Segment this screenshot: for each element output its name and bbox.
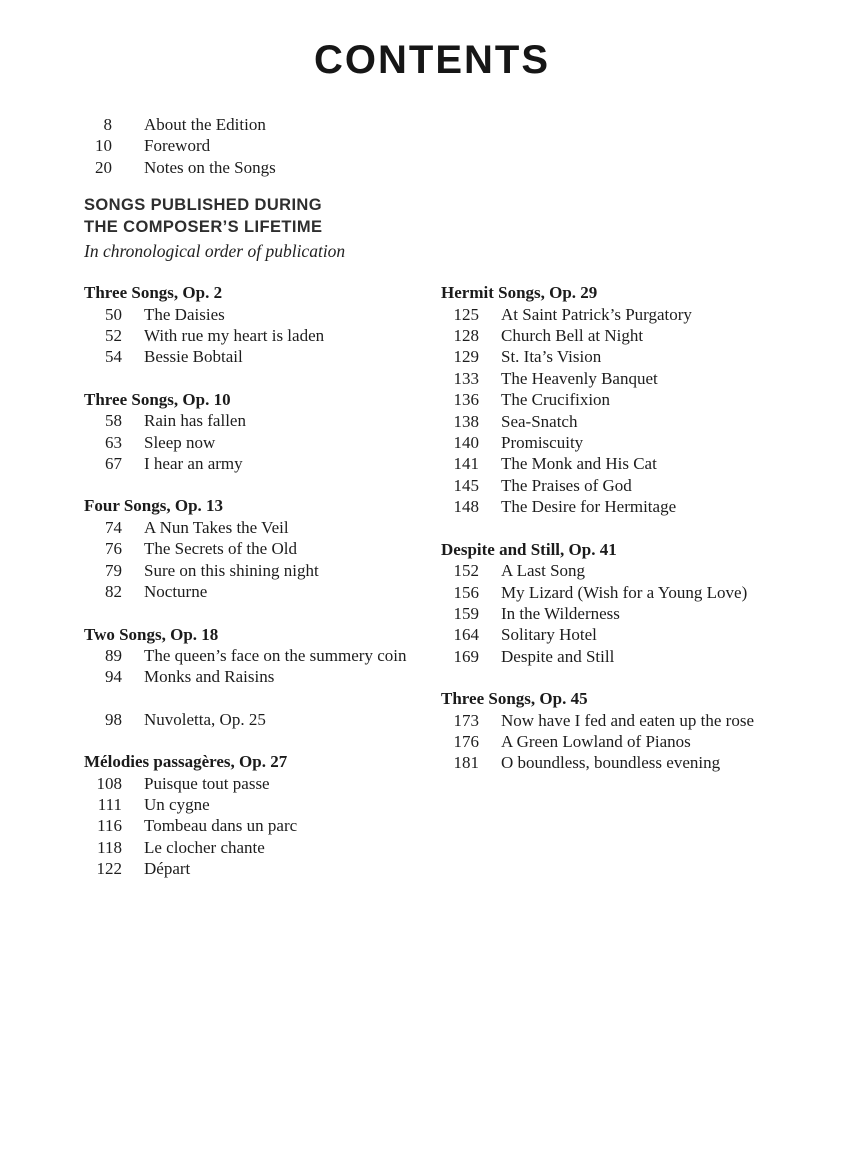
page-number: 74	[105, 517, 122, 537]
toc-entry	[84, 304, 441, 325]
page-number: 63	[105, 432, 122, 452]
entry-title: Solitary Hotel	[501, 625, 597, 645]
column-left	[84, 282, 441, 879]
toc-entry	[84, 114, 800, 135]
entry-title: Rain has fallen	[144, 411, 246, 431]
page-number: 128	[453, 326, 479, 346]
page-number: 111	[97, 794, 122, 814]
page-number: 118	[97, 837, 122, 857]
entry-title: Départ	[144, 859, 191, 879]
entry-title: O boundless, boundless evening	[501, 753, 721, 773]
page-number: 52	[105, 326, 122, 346]
page-number: 181	[453, 753, 479, 773]
toc-entry	[84, 773, 441, 794]
toc-entry	[84, 346, 441, 367]
page-number: 122	[96, 859, 122, 879]
page-number: 58	[105, 411, 122, 431]
group-heading: Three Songs, Op. 45	[441, 689, 588, 709]
entry-title: A Nun Takes the Veil	[144, 517, 289, 537]
page-number: 116	[97, 816, 122, 836]
entry-title: St. Ita’s Vision	[501, 347, 602, 367]
page-number: 148	[453, 497, 479, 517]
page-number: 125	[453, 304, 479, 324]
toc-entry	[441, 710, 800, 731]
page-number: 138	[453, 411, 479, 431]
entry-title: The Crucifixion	[501, 390, 611, 410]
page-number: 145	[453, 475, 479, 495]
page-number: 8	[103, 115, 112, 134]
column-right	[441, 282, 800, 774]
section-heading-line1: SONGS PUBLISHED DURING	[84, 196, 322, 215]
page-number: 140	[453, 433, 479, 453]
toc-entry	[441, 325, 800, 346]
page-number: 173	[453, 710, 479, 730]
page-content	[0, 114, 864, 880]
page-number: 152	[453, 561, 479, 581]
page-number: 94	[105, 667, 122, 687]
page-number: 169	[453, 646, 479, 666]
toc-entry	[441, 475, 800, 496]
song-group	[441, 688, 800, 774]
page-title: CONTENTS	[314, 38, 550, 82]
group-heading: Mélodies passagères, Op. 27	[84, 752, 288, 772]
page-number: 159	[453, 603, 479, 623]
page-number: 98	[105, 709, 122, 729]
group-heading: Two Songs, Op. 18	[84, 624, 219, 644]
toc-entry	[84, 538, 441, 559]
entry-title: A Green Lowland of Pianos	[501, 731, 691, 751]
page-number: 164	[453, 625, 479, 645]
entry-title: Monks and Raisins	[144, 667, 275, 687]
entry-title: At Saint Patrick’s Purgatory	[501, 304, 692, 324]
toc-entry	[441, 411, 800, 432]
entry-title: Promiscuity	[501, 433, 584, 453]
toc-entry	[84, 560, 441, 581]
entry-title: Sure on this shining night	[144, 560, 319, 580]
toc-entry	[84, 645, 441, 666]
toc-entry	[84, 815, 441, 836]
toc-entry	[84, 858, 441, 879]
entry-title: The queen’s face on the summery coin	[144, 645, 407, 665]
toc-entry	[84, 432, 441, 453]
entry-title: About the Edition	[144, 115, 266, 134]
toc-entry	[84, 410, 441, 431]
toc-entry	[441, 432, 800, 453]
toc-entry	[441, 304, 800, 325]
page-number: 54	[105, 347, 122, 367]
entry-title: Puisque tout passe	[144, 773, 270, 793]
page-number: 79	[105, 560, 122, 580]
toc-entry	[441, 560, 800, 581]
entry-title: The Heavenly Banquet	[501, 368, 658, 388]
song-group	[84, 282, 441, 368]
page-number: 20	[95, 157, 112, 177]
song-group	[441, 539, 800, 667]
song-group	[441, 282, 800, 517]
toc-entry	[84, 325, 441, 346]
entry-title: Le clocher chante	[144, 837, 265, 857]
toc-entry	[84, 666, 441, 687]
toc-entry	[441, 624, 800, 645]
toc-entry	[441, 389, 800, 410]
page-number: 10	[95, 136, 112, 156]
entry-title: Nocturne	[144, 582, 208, 602]
group-heading: Despite and Still, Op. 41	[441, 539, 617, 559]
page-number: 67	[105, 454, 122, 474]
page-number: 136	[453, 390, 479, 410]
toc-entry	[441, 603, 800, 624]
entry-title: Foreword	[144, 136, 211, 156]
song-group	[84, 709, 441, 730]
page-number: 108	[96, 773, 122, 793]
entry-title: I hear an army	[144, 454, 243, 474]
song-group	[84, 624, 441, 688]
toc-entry	[84, 135, 800, 156]
entry-title: The Praises of God	[501, 475, 632, 495]
entry-title: Un cygne	[144, 794, 210, 814]
page-number: 156	[453, 582, 479, 602]
entry-title: Sleep now	[144, 432, 216, 452]
entry-title: Church Bell at Night	[501, 326, 644, 346]
entry-title: Bessie Bobtail	[144, 347, 243, 367]
page-number: 82	[105, 582, 122, 602]
entry-title: My Lizard (Wish for a Young Love)	[501, 582, 748, 602]
page-number: 129	[453, 347, 479, 367]
section-heading	[84, 194, 800, 238]
entry-title: A Last Song	[501, 561, 586, 581]
entry-title: Notes on the Songs	[144, 157, 276, 177]
group-heading: Three Songs, Op. 2	[84, 283, 223, 303]
section-note: In chronological order of publication	[84, 241, 346, 262]
group-heading: Four Songs, Op. 13	[84, 496, 224, 516]
toc-entry	[441, 752, 800, 773]
page-number: 76	[105, 539, 122, 559]
toc-entry	[441, 453, 800, 474]
toc-entry	[441, 731, 800, 752]
toc-entry	[441, 346, 800, 367]
toc-entry	[84, 157, 800, 178]
toc-entry	[84, 837, 441, 858]
page-number: 176	[453, 731, 479, 751]
entry-title: With rue my heart is laden	[144, 326, 325, 346]
page-number: 133	[453, 368, 479, 388]
toc-entry	[441, 368, 800, 389]
page-number: 89	[105, 645, 122, 665]
entry-title: The Secrets of the Old	[144, 539, 297, 559]
group-heading: Three Songs, Op. 10	[84, 389, 231, 409]
page-number: 141	[453, 454, 479, 474]
entry-title: Despite and Still	[501, 646, 615, 666]
front-matter-list	[84, 114, 800, 178]
toc-entry	[84, 709, 441, 730]
entry-title: The Monk and His Cat	[501, 454, 657, 474]
toc-entry	[84, 517, 441, 538]
toc-entry	[84, 453, 441, 474]
toc-entry	[441, 582, 800, 603]
entry-title: In the Wilderness	[501, 603, 620, 623]
entry-title: Now have I fed and eaten up the rose	[501, 710, 755, 730]
entry-title: The Daisies	[144, 304, 225, 324]
entry-title: Nuvoletta, Op. 25	[144, 709, 266, 729]
toc-entry	[84, 581, 441, 602]
toc-columns	[84, 282, 800, 879]
song-group	[84, 495, 441, 602]
group-heading: Hermit Songs, Op. 29	[441, 283, 598, 303]
song-group	[84, 389, 441, 475]
toc-entry	[441, 646, 800, 667]
entry-title: Tombeau dans un parc	[144, 816, 298, 836]
entry-title: Sea-Snatch	[501, 411, 578, 431]
page-number: 50	[105, 304, 122, 324]
toc-entry	[84, 794, 441, 815]
toc-entry	[441, 496, 800, 517]
song-group	[84, 751, 441, 879]
entry-title: The Desire for Hermitage	[501, 497, 677, 517]
section-heading-line2: THE COMPOSER’S LIFETIME	[84, 218, 323, 237]
